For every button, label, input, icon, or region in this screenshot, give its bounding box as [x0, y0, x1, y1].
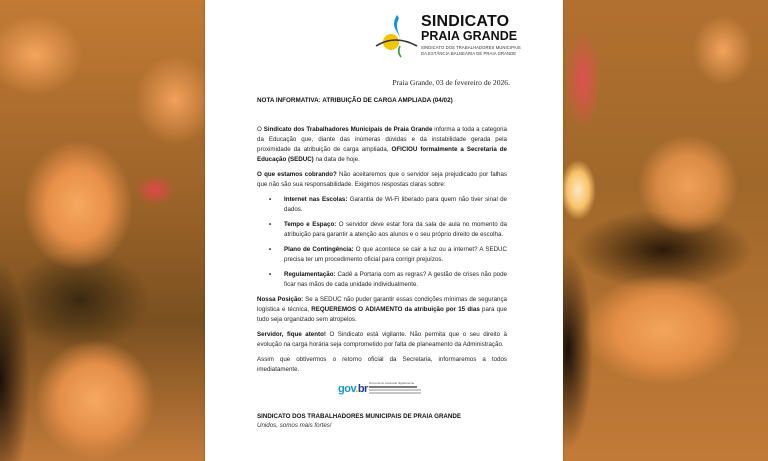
- demand-text: O servidor deve estar fora da sala de aula no momento da atribuição para garantir a atenção aos alunos e o seu próprio direito de escolha.: [284, 221, 507, 238]
- position-text2: para que tudo seja organizado sem atropelos.: [257, 306, 508, 323]
- intro-action: OFICIOU formalmente a Secretaria de Educação (SEDUC): [257, 146, 508, 163]
- alert-paragraph: [257, 330, 507, 350]
- intro-paragraph: [257, 125, 507, 165]
- position-paragraph: [257, 295, 507, 325]
- bullet-icon: •: [269, 221, 272, 228]
- list-item: [269, 270, 507, 290]
- demands-text: Não aceitaremos que o servidor seja prejudicado por falhas que não são sua responsabilidade. Exigimos respostas claras sobre:: [257, 171, 508, 188]
- list-item: [269, 245, 507, 265]
- letterhead: [373, 10, 553, 58]
- govbr-logo-br: br: [357, 383, 368, 395]
- signature-details: [369, 381, 421, 395]
- govbr-logo-dot: .: [355, 383, 358, 395]
- position-heading: Nossa Posição:: [257, 296, 304, 303]
- brand-subtitle-line2: DA ESTÂNCIA BALNEÁRIA DE PRAIA GRANDE: [421, 51, 517, 56]
- signature-verify-line: [369, 392, 421, 394]
- brand-subtitle-line1: SINDICATO DOS TRABALHADORES MUNICIPAIS: [421, 45, 521, 50]
- intro-suffix: na data de hoje.: [313, 156, 360, 163]
- brand-name-line1: SINDICATO: [421, 13, 510, 30]
- demands-list: [257, 195, 507, 290]
- alert-text: O Sindicato está vigilante. Não permita que o seu direito à evolução na carga horária seja comprometido por falta de planeamento da Administração.: [257, 331, 507, 348]
- demand-label: Regulamentação:: [284, 271, 336, 278]
- alert-heading: Servidor, fique atento!: [257, 331, 326, 338]
- demand-text: Cadê a Portaria com as regras? A gestão de crises não pode ficar nas mãos de cada unidade individualmente.: [284, 271, 507, 288]
- signature-line1: Documento assinado digitalmente: [369, 381, 415, 385]
- brand-name-line2: PRAIA GRANDE: [421, 29, 518, 43]
- informative-note-document: [205, 0, 563, 461]
- blurred-background-photo-left: [0, 0, 205, 461]
- demand-text: O que acontece se cair a luz ou a internet? A SEDUC precisa ter um procedimento oficial para corrigir prejuízos.: [284, 246, 507, 263]
- document-title: NOTA INFORMATIVA: ATRIBUIÇÃO DE CARGA AMPLIADA (04/02): [257, 97, 453, 104]
- bullet-icon: •: [269, 196, 272, 203]
- position-text1: Se a SEDUC não puder garantir essas condições mínimas de segurança logística e técnica,: [257, 296, 507, 313]
- document-body: [257, 96, 507, 431]
- date-line: Praia Grande, 03 de fevereiro de 2026.: [392, 78, 510, 87]
- intro-prefix: O: [257, 126, 264, 133]
- list-item: [269, 220, 507, 240]
- bullet-icon: •: [269, 246, 272, 253]
- list-item: [269, 195, 508, 215]
- blurred-background-photo-right: [563, 0, 768, 461]
- bullet-icon: •: [269, 271, 272, 278]
- demand-label: Plano de Contingência:: [284, 246, 354, 253]
- footer-motto: Unidos, somos mais fortes!: [257, 422, 332, 429]
- govbr-logo-icon: [338, 383, 368, 395]
- union-name: Sindicato dos Trabalhadores Municipais de Praia Grande: [263, 126, 433, 133]
- demands-heading: O que estamos cobrando?: [257, 171, 337, 178]
- demands-paragraph: [257, 170, 507, 190]
- demand-text: Garantia de Wi-Fi liberado para quem não tiver sinal de dados.: [284, 196, 508, 213]
- footer-organization: SINDICATO DOS TRABALHADORES MUNICIPAIS DE PRAIA GRANDE: [257, 413, 461, 420]
- sindicato-logo-icon: [373, 12, 419, 58]
- signer-name-redacted: [369, 386, 417, 388]
- demand-label: Tempo e Espaço:: [284, 221, 337, 228]
- closing-paragraph: Assim que obtivermos o retorno oficial da Secretaria, informaremos a todos imediatamente.: [257, 356, 507, 373]
- postponement-request: REQUEREMOS O ADIAMENTO da atribuição por 15 dias: [311, 306, 480, 313]
- digital-signature-stamp: [257, 380, 507, 402]
- govbr-logo-gov: gov: [338, 383, 356, 395]
- signature-date-line: [369, 389, 421, 391]
- intro-middle: informa a toda a categoria da Educação que, diante das inúmeras dúvidas e da instabilidade gerada pela proximidade da atribuição de carga ampliada,: [257, 126, 507, 153]
- demand-label: Internet nas Escolas:: [284, 196, 348, 203]
